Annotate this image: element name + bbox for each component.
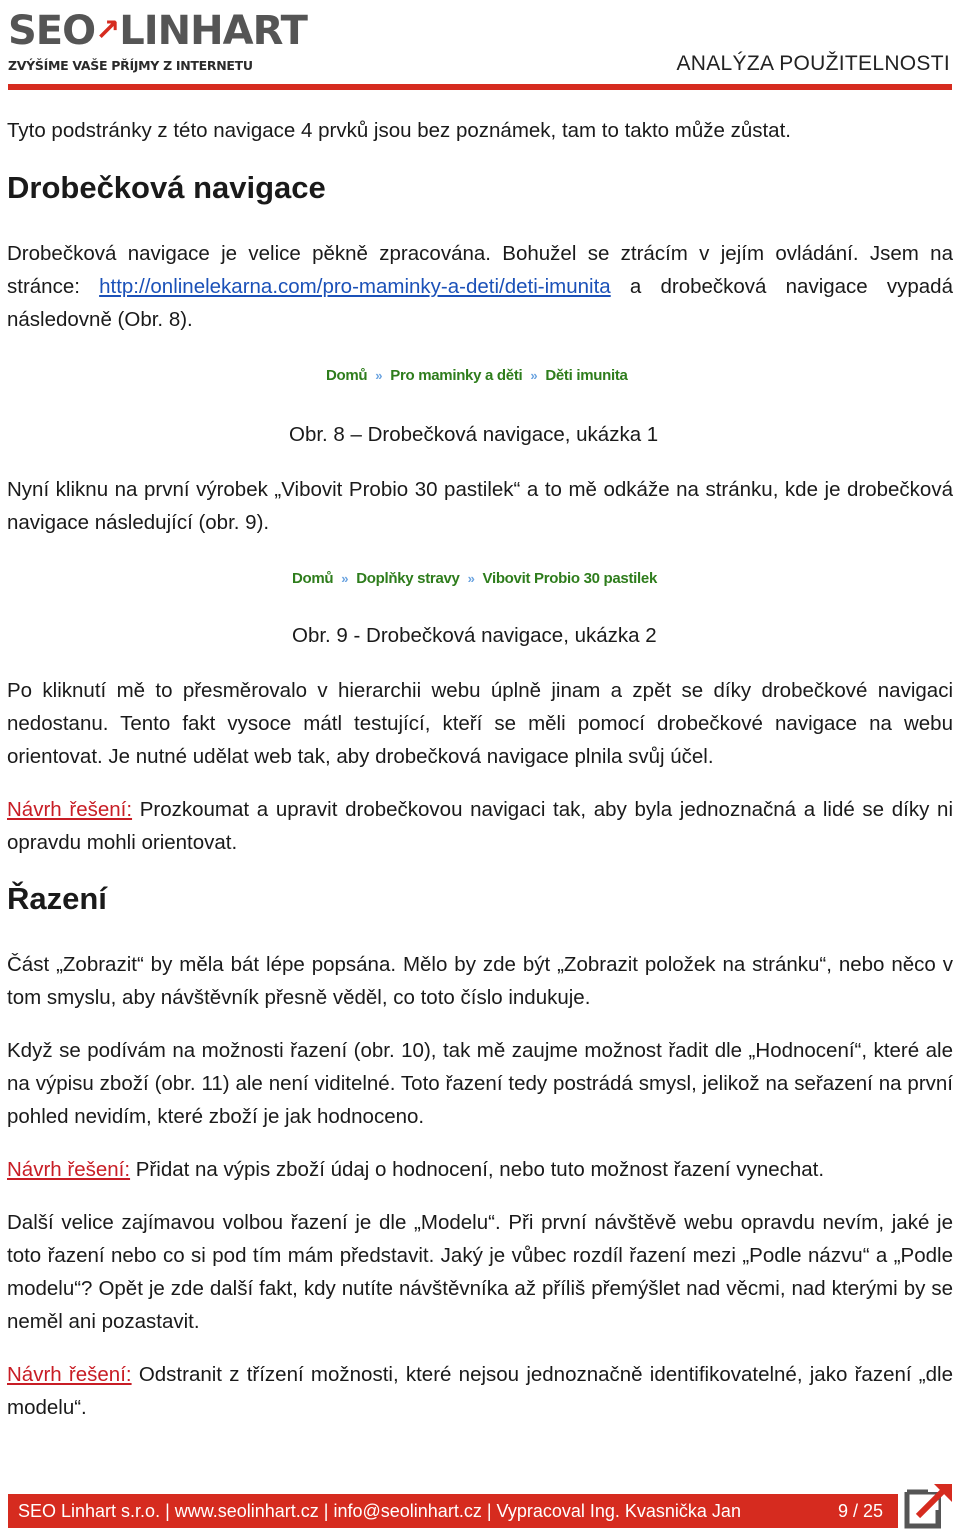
page-link[interactable]: http://onlinelekarna.com/pro-maminky-a-deti/deti-imunita (99, 275, 611, 298)
paragraph-breadcrumb-description (7, 237, 953, 336)
logo-wordmark (8, 8, 307, 54)
text-segment: Odstranit z třízení možnosti, které nejsou jednoznačně identifikovatelné, jako řazení „dle modelu“. (7, 1363, 953, 1419)
figure-caption-9: Obr. 9 - Drobečková navigace, ukázka 2 (292, 624, 657, 647)
breadcrumb-example-1 (326, 367, 628, 384)
footer-contact: SEO Linhart s.r.o. | www.seolinhart.cz | info@seolinhart.cz | Vypracoval Ing. Kvasnička Jan (18, 1501, 741, 1521)
breadcrumb-separator-icon: » (341, 571, 349, 586)
paragraph-product-click: Nyní kliknu na první výrobek „Vibovit Probio 30 pastilek“ a to mě odkáže na stránku, kde je drobečková navigace následující (obr. 9). (7, 478, 953, 534)
paragraph-solution-breadcrumb (7, 793, 953, 859)
breadcrumb-item: Doplňky stravy (356, 570, 460, 587)
document-title: ANALÝZA POUŽITELNOSTI (676, 52, 950, 75)
paragraph-solution-model (7, 1358, 953, 1424)
breadcrumb-separator-icon: » (530, 368, 538, 383)
breadcrumb-separator-icon: » (467, 571, 475, 586)
header-divider (8, 84, 952, 90)
paragraph-display-label: Část „Zobrazit“ by měla bát lépe popsána. Mělo by zde být „Zobrazit položek na stránku“, nebo něco v tom smyslu, aby návštěvník přesně věděl, co toto číslo indukuje. (7, 953, 953, 1009)
logo-linhart: LINHART (119, 8, 307, 54)
text-segment: Prozkoumat a upravit drobečkovou navigaci tak, aby byla jednoznačná a lidé se díky ni opravdu mohli orientovat. (7, 798, 953, 854)
figure-caption-8: Obr. 8 – Drobečková navigace, ukázka 1 (289, 423, 659, 446)
breadcrumb-item: Vibovit Probio 30 pastilek (482, 570, 657, 587)
breadcrumb-separator-icon: » (375, 368, 383, 383)
text-segment: Přidat na výpis zboží údaj o hodnocení, nebo tuto možnost řazení vynechat. (130, 1158, 825, 1181)
solution-label: Návrh řešení: (7, 1363, 132, 1386)
edit-arrow-icon (904, 1482, 954, 1530)
page-number: 9 / 25 (838, 1501, 884, 1521)
logo-tagline: ZVÝŠÍME VAŠE PŘÍJMY Z INTERNETU (8, 58, 253, 73)
heading-breadcrumb-navigation: Drobečková navigace (7, 170, 326, 205)
company-logo (8, 8, 307, 74)
text-segment: a drobečková navigace vypadá následovně (Obr. 8). (7, 275, 953, 331)
breadcrumb-item: Domů (326, 367, 368, 384)
paragraph-model-sort: Další velice zajímavou volbou řazení je dle „Modelu“. Při první návštěvě webu opravdu nevím, jaké je toto řazení nebo co si pod tím mám představit. Jaký je vůbec rozdíl řazení mezi „Podle názvu“ a „Podle modelu“? Opět je zde další fakt, kdy nutíte návštěvníka až příliš přemýšlet nad věcmi, nad kterými by se neměl ani pozastavit. (7, 1211, 953, 1333)
paragraph-solution-rating (7, 1153, 953, 1186)
heading-sorting: Řazení (7, 881, 107, 916)
breadcrumb-example-2 (292, 570, 657, 587)
breadcrumb-item: Děti imunita (545, 367, 628, 384)
paragraph-intro: Tyto podstránky z této navigace 4 prvků jsou bez poznámek, tam to takto může zůstat. (7, 119, 791, 142)
paragraph-redirect-issue: Po kliknutí mě to přesměrovalo v hierarchii webu úplně jinam a zpět se díky drobečkové navigaci nedostanu. Tento fakt vysoce mátl testující, kteří se měli pomocí drobečkové navigace na webu orientovat. Je nutné udělat web tak, aby drobečková navigace plnila svůj účel. (7, 679, 953, 768)
solution-label: Návrh řešení: (7, 798, 133, 821)
logo-seo: SEO (8, 8, 96, 54)
solution-label: Návrh řešení: (7, 1158, 131, 1181)
breadcrumb-item: Domů (292, 570, 334, 587)
paragraph-rating-sort: Když se podívám na možnosti řazení (obr. 10), tak mě zaujme možnost řadit dle „Hodnocení“, které ale na výpisu zboží (obr. 11) ale není viditelné. Toto řazení tedy postrádá smysl, jelikož na seřazení na první pohled nevidím, které zboží je jak hodnoceno. (7, 1039, 953, 1128)
text-segment: Drobečková navigace je velice pěkně zpracována. Bohužel se ztrácím v jejím ovládání. Jsem na stránce: (7, 242, 953, 298)
breadcrumb-item: Pro maminky a děti (390, 367, 523, 384)
logo-accent: ↗ (95, 13, 120, 48)
